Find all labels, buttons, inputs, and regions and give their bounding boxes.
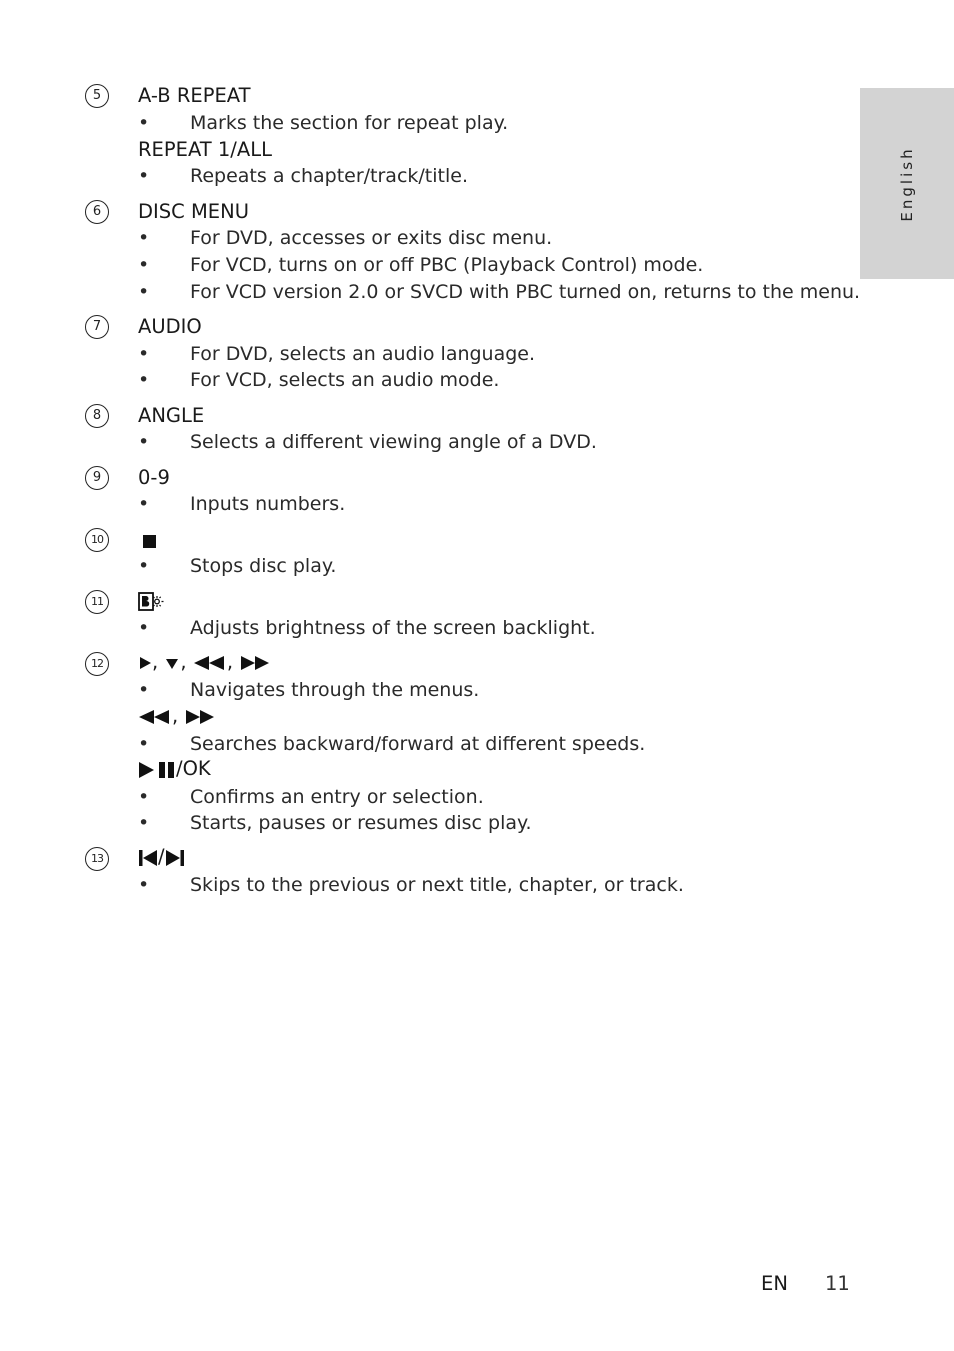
item-number-6: 6	[85, 200, 109, 224]
page-number: 11	[825, 1272, 850, 1295]
separator: /	[158, 845, 165, 868]
bullet: •	[138, 112, 150, 134]
bullet: •	[138, 493, 150, 515]
play-pause-icon	[138, 761, 180, 779]
bullet: •	[138, 555, 150, 577]
separator: ,	[172, 704, 179, 727]
bullet: •	[138, 786, 150, 808]
item-number-11: 11	[85, 590, 109, 614]
language-tab	[860, 88, 954, 279]
backlight-brightness-icon	[138, 591, 164, 613]
audio-heading: AUDIO	[138, 315, 202, 338]
bullet: •	[138, 679, 150, 701]
number-keys-heading: 0-9	[138, 466, 170, 489]
right-arrow-icon	[138, 655, 152, 671]
separator: ,	[180, 650, 187, 673]
item-number-7: 7	[85, 315, 109, 339]
item-number-9: 9	[85, 466, 109, 490]
previous-icon	[138, 849, 158, 867]
item-number-12: 12	[85, 652, 109, 676]
ab-repeat-heading: A-B REPEAT	[138, 84, 251, 107]
search-keys-heading	[138, 704, 216, 728]
bullet: •	[138, 227, 150, 249]
bullet: •	[138, 812, 150, 834]
bullet: •	[138, 431, 150, 453]
separator: ,	[152, 650, 159, 673]
item-number-13: 13	[85, 847, 109, 871]
bullet: •	[138, 369, 150, 391]
rewind-icon	[193, 655, 227, 671]
bullet: •	[138, 165, 150, 187]
item-number-10: 10	[85, 528, 109, 552]
stop-heading	[138, 528, 156, 552]
bullet: •	[138, 281, 150, 303]
skip-keys-heading	[138, 845, 185, 869]
repeat-all-heading: REPEAT 1/ALL	[138, 138, 272, 161]
fast-forward-icon	[184, 709, 216, 725]
play-pause-ok-heading	[138, 757, 211, 781]
bullet: •	[138, 617, 150, 639]
language-tab-label: English	[898, 146, 916, 222]
item-number-5: 5	[85, 84, 109, 108]
down-arrow-icon	[164, 655, 180, 671]
separator: ,	[226, 650, 234, 673]
bullet: •	[138, 733, 150, 755]
fast-forward-icon	[239, 655, 271, 671]
next-icon	[165, 849, 185, 867]
stop-icon	[138, 532, 156, 550]
ok-label: /OK	[176, 757, 211, 780]
angle-heading: ANGLE	[138, 404, 205, 427]
bullet: •	[138, 343, 150, 365]
backlight-heading	[138, 589, 164, 613]
bullet: •	[138, 254, 150, 276]
rewind-icon	[138, 709, 172, 725]
navigation-keys-heading	[138, 650, 271, 674]
item-number-8: 8	[85, 404, 109, 428]
bullet: •	[138, 874, 150, 896]
manual-page: English 5 A-B REPEAT • Marks the section for repeat play. REPEAT 1/ALL • Repeats a chapter/track/title. 6 DISC MENU • For DVD, accesses or exits disc menu. • For VCD, turns on or off PBC (Playback Control) mode. • For VCD version 2.0 or SVCD with PBC turned on, returns to the menu. 7 AUDIO • For DVD, selects an audio language. • For VCD, selects an audio mode. 8 ANGLE • Selects a different viewing angle of a DVD. 9 0-9 • Inputs numbers. 10 • Stops disc play. 11 • Adjusts brightness of the screen backlight. 12 , , , • Navigates through the menus. , • Searches backward/forward at different speeds. /OK • Confirms an entry or selection. • Starts, pauses or resumes disc play. 13 / • Skips to the previous or next title, chapter, or track. EN 11	[0, 0, 954, 1351]
footer-language: EN	[761, 1272, 788, 1295]
disc-menu-heading: DISC MENU	[138, 200, 249, 223]
